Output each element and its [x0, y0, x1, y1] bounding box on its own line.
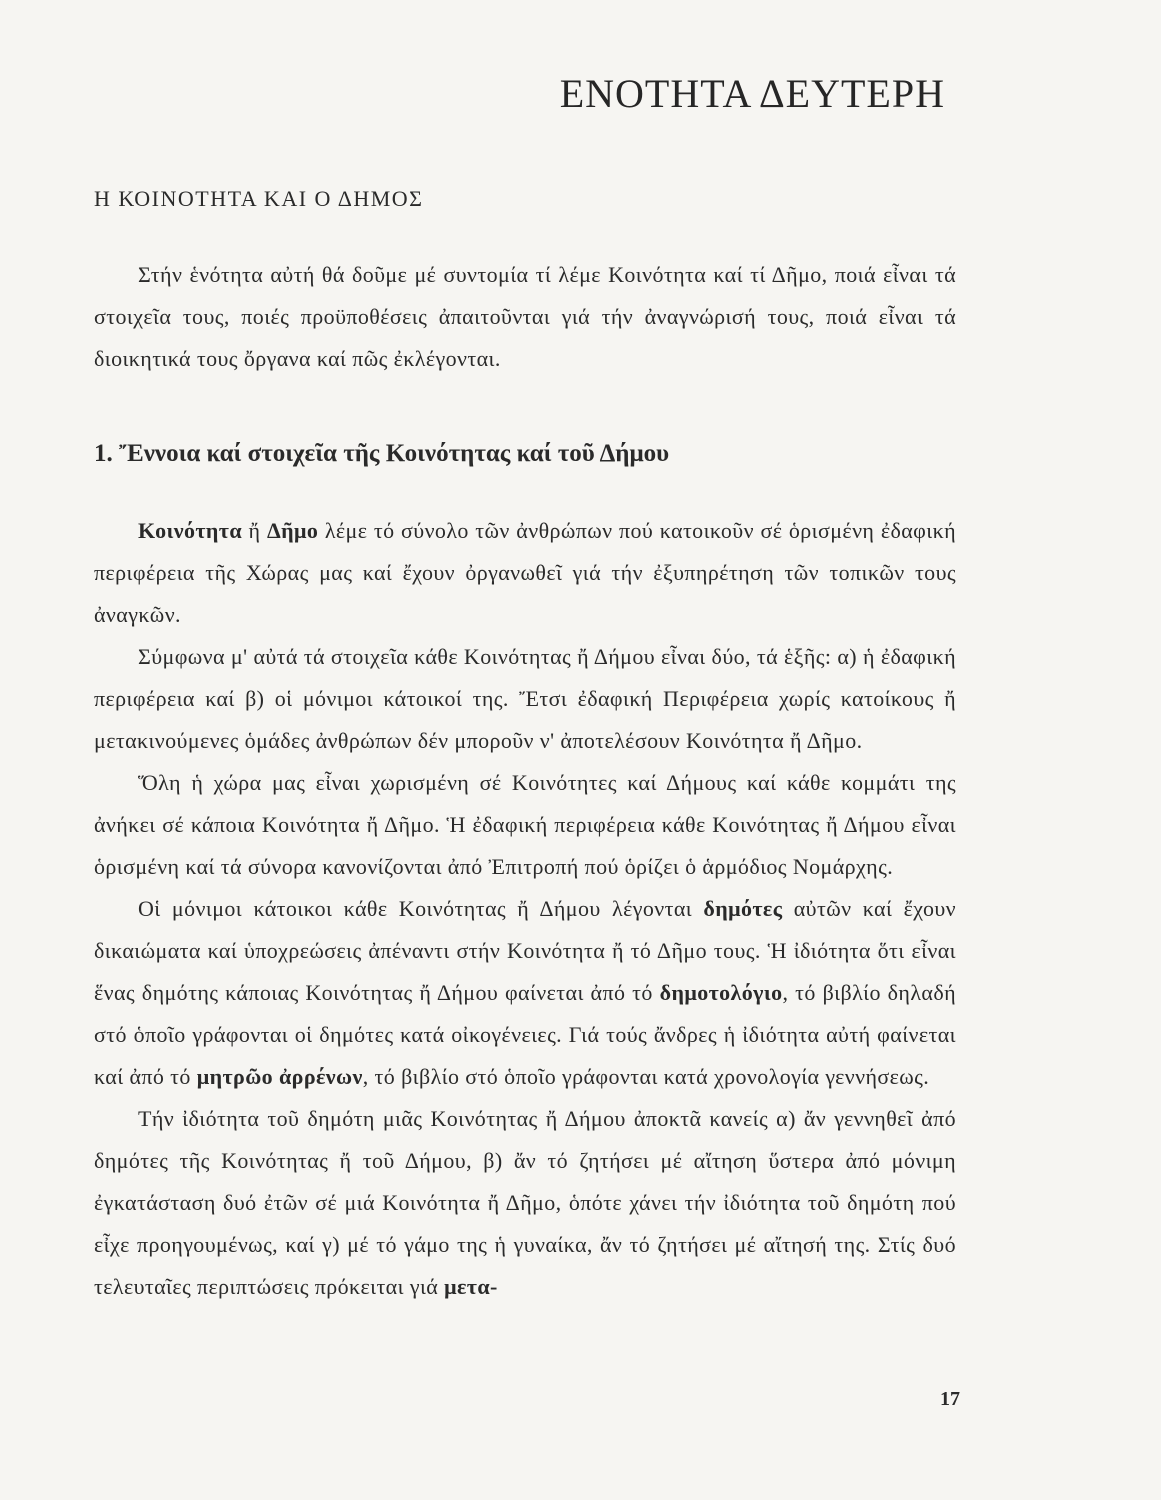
- chapter-title: ΕΝΟΤΗΤΑ ΔΕΥΤΕΡΗ: [559, 71, 945, 116]
- term-dimotes: δημότες: [703, 896, 783, 921]
- paragraph-text: Τήν ἰδιότητα τοῦ δημότη μιᾶς Κοινότητας ἤ Δήμου ἀποκτᾶ κανείς α) ἄν γεννηθεῖ ἀπό δημότες τῆς Κοινότητας ἤ τοῦ Δήμου, β) ἄν τό ζητήσει μέ αἴτηση ὕστερα ἀπό μόνιμη ἐγκατάσταση δυό ἐτῶν σέ μιά Κοινότητα ἤ Δῆμο, ὁπότε χάνει τήν ἰδιότητα τοῦ δημότη πού εἶχε προηγουμένως, καί γ) μέ τό γάμο της ἡ γυναίκα, ἄν τό ζητήσει μέ αἴτησή της. Στίς δυό τελευταῖες περιπτώσεις πρόκειται γιά: [94, 1106, 956, 1299]
- paragraph-acquisition: [94, 1098, 956, 1308]
- page-number: 17: [940, 1388, 960, 1410]
- intro-paragraph: Στήν ἑνότητα αὐτή θά δοῦμε μέ συντομία τί λέμε Κοινότητα καί τί Δῆμο, ποιά εἶναι τά στοιχεῖα τους, ποιές προϋποθέσεις ἀπαιτοῦνται γιά τήν ἀναγνώρισή τους, ποιά εἶναι τά διοικητικά τους ὄργανα καί πῶς ἐκλέγονται.: [94, 262, 956, 371]
- term-mitroo-arrenon: μητρῶο ἀρρένων: [196, 1064, 363, 1089]
- section-title: Η ΚΟΙΝΟΤΗΤΑ ΚΑΙ Ο ΔΗΜΟΣ: [94, 186, 424, 211]
- term-dimo: Δῆμο: [266, 518, 319, 543]
- paragraph-definition: [94, 510, 956, 636]
- paragraph-text: αὐτῶν καί ἔχουν δικαιώματα καί ὑποχρεώσεις ἀπέναντι στήν Κοινότητα ἤ τό Δῆμο τους. Ἡ ἰδιότητα ὅτι εἶναι ἕνας δημότης κάποιας Κοινότητας ἤ Δήμου φαίνεται ἀπό τό: [94, 896, 956, 1005]
- paragraph-text: , τό βιβλίο δηλαδή στό ὁποῖο γράφονται οἱ δημότες κατά οἰκογένειες. Γιά τούς ἄνδρες ἡ ἰδιότητα αὐτή φαίνεται καί ἀπό τό: [94, 980, 956, 1089]
- term-meta: μετα-: [444, 1274, 498, 1299]
- paragraph-text: ἤ: [242, 518, 267, 543]
- paragraph-citizens: [94, 888, 956, 1098]
- paragraph-division: Ὅλη ἡ χώρα μας εἶναι χωρισμένη σέ Κοινότητες καί Δήμους καί κάθε κομμάτι της ἀνήκει σέ κάποια Κοινότητα ἤ Δῆμο. Ἡ ἐδαφική περιφέρεια κάθε Κοινότητας ἤ Δήμου εἶναι ὁρισμένη καί τά σύνορα κανονίζονται ἀπό Ἐπιτροπή πού ὁρίζει ὁ ἁρμόδιος Νομάρχης.: [94, 770, 956, 879]
- paragraph-text: Οἱ μόνιμοι κάτοικοι κάθε Κοινότητας ἤ Δήμου λέγονται: [138, 896, 704, 921]
- body-text: [94, 510, 956, 1308]
- subheading: 1. Ἔννοια καί στοιχεῖα τῆς Κοινότητας καί τοῦ Δήμου: [94, 440, 670, 467]
- paragraph-elements: Σύμφωνα μ' αὐτά τά στοιχεῖα κάθε Κοινότητας ἤ Δήμου εἶναι δύο, τά ἑξῆς: α) ἡ ἐδαφική περιφέρεια καί β) οἱ μόνιμοι κάτοικοί της. Ἔτσι ἐδαφική Περιφέρεια χωρίς κατοίκους ἤ μετακινούμενες ὁμάδες ἀνθρώπων δέν μποροῦν ν' ἀποτελέσουν Κοινότητα ἤ Δῆμο.: [94, 644, 956, 753]
- paragraph-text: , τό βιβλίο στό ὁποῖο γράφονται κατά χρονολογία γεννήσεως.: [362, 1064, 930, 1089]
- term-koinotita: Κοινότητα: [138, 518, 242, 543]
- term-dimotologio: δημοτολόγιο: [659, 980, 783, 1005]
- paragraph-text: λέμε τό σύνολο τῶν ἀνθρώπων πού κατοικοῦν σέ ὁρισμένη ἐδαφική περιφέρεια τῆς Χώρας μας καί ἔχουν ὀργανωθεῖ γιά τήν ἐξυπηρέτηση τῶν τοπικῶν τους ἀναγκῶν.: [94, 518, 956, 627]
